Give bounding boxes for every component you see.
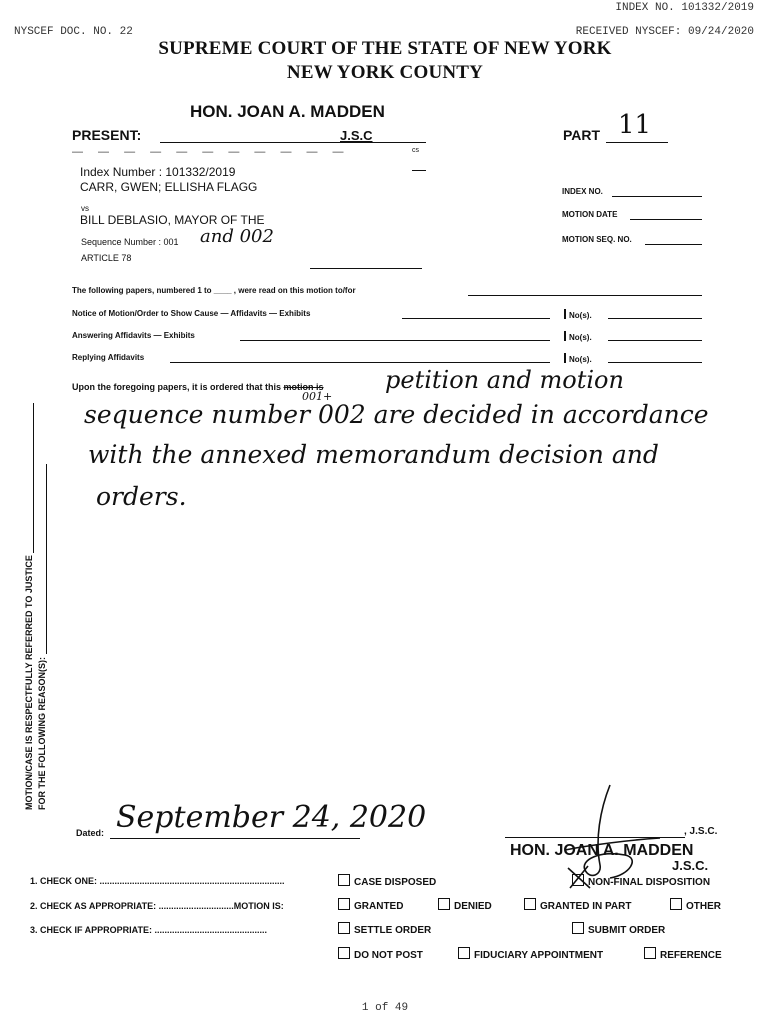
- granted-checkbox[interactable]: [338, 898, 350, 910]
- dated-label: Dated:: [76, 828, 105, 838]
- replying-nos: No(s).: [564, 353, 592, 364]
- side-referral-text: MOTION/CASE IS RESPECTFULLY REFERRED TO JUSTICE: [24, 403, 34, 810]
- page-number: 1 of 49: [361, 1002, 409, 1014]
- submit-order-option[interactable]: SUBMIT ORDER: [572, 922, 665, 936]
- granted-in-part-checkbox[interactable]: [524, 898, 536, 910]
- court-title: SUPREME COURT OF THE STATE OF NEW YORK: [158, 38, 612, 59]
- answering-line: [240, 340, 550, 341]
- answering-nos: No(s).: [564, 331, 592, 342]
- present-label: PRESENT:: [72, 127, 142, 143]
- court-county: NEW YORK COUNTY: [286, 62, 484, 83]
- dash-mark: [412, 170, 426, 171]
- petitioner: CARR, GWEN; ELLISHA FLAGG: [80, 180, 258, 194]
- index-no-field-label: INDEX NO.: [562, 187, 603, 196]
- index-number: Index Number : 101332/2019: [80, 165, 236, 179]
- notice-nos-line: [608, 318, 702, 319]
- dash-rule: — — — — — — — — — — —: [72, 146, 350, 158]
- motion-seq-line: [645, 244, 702, 245]
- notice-nos: No(s).: [564, 309, 592, 320]
- denied-checkbox[interactable]: [438, 898, 450, 910]
- check-appropriate-label: 2. CHECK AS APPROPRIATE: ..............................MOTION IS:: [30, 901, 284, 911]
- side-reason-text: FOR THE FOLLOWING REASON(S):: [37, 464, 47, 810]
- present-line: [160, 142, 426, 143]
- order-struck-text: motion is: [283, 382, 324, 392]
- other-option[interactable]: OTHER: [670, 898, 721, 912]
- granted-option[interactable]: GRANTED: [338, 898, 403, 912]
- replying-line: [170, 362, 550, 363]
- index-no-field-line: [612, 196, 702, 197]
- papers-line: The following papers, numbered 1 to ____ , were read on this motion to/for: [72, 286, 356, 295]
- part-value: 11: [618, 110, 652, 140]
- dated-handwritten: September 24, 2020: [116, 800, 427, 835]
- judge-name: HON. JOAN A. MADDEN: [190, 102, 385, 121]
- denied-option[interactable]: DENIED: [438, 898, 492, 912]
- other-checkbox[interactable]: [670, 898, 682, 910]
- vs-label: vs: [81, 204, 89, 213]
- order-hand-line-1: petition and motion: [385, 366, 624, 394]
- judge-stamp-jsc: J.S.C.: [672, 858, 709, 873]
- order-hand-line-2: sequence number 002 are decided in accordance: [84, 400, 709, 429]
- fiduciary-checkbox[interactable]: [458, 947, 470, 959]
- do-not-post-checkbox[interactable]: [338, 947, 350, 959]
- order-hand-line-3: with the annexed memorandum decision and: [88, 440, 659, 469]
- replying-nos-line: [608, 362, 702, 363]
- notice-label: Notice of Motion/Order to Show Cause — Affidavits — Exhibits: [72, 309, 311, 318]
- answering-label: Answering Affidavits — Exhibits: [72, 331, 195, 340]
- motion-date-line: [630, 219, 702, 220]
- part-line: [606, 142, 668, 143]
- motion-date-label: MOTION DATE: [562, 210, 618, 219]
- case-disposed-checkbox[interactable]: [338, 874, 350, 886]
- dated-line: [110, 838, 360, 839]
- case-disposed-option[interactable]: CASE DISPOSED: [338, 874, 436, 888]
- sequence-handwritten: and 002: [200, 226, 274, 247]
- settle-order-option[interactable]: SETTLE ORDER: [338, 922, 431, 936]
- non-final-check-mark: [566, 864, 592, 890]
- jsc-abbrev: cs: [412, 147, 419, 154]
- nyscef-doc-number: NYSCEF DOC. NO. 22: [14, 26, 133, 38]
- notice-line: [402, 318, 550, 319]
- case-separator-line: [310, 268, 422, 269]
- order-hand-superscript: 001+: [302, 390, 333, 403]
- received-date: RECEIVED NYSCEF: 09/24/2020: [575, 26, 754, 38]
- article-label: ARTICLE 78: [81, 253, 132, 263]
- granted-in-part-option[interactable]: GRANTED IN PART: [524, 898, 631, 912]
- reference-option[interactable]: REFERENCE: [644, 947, 722, 961]
- respondent: BILL DEBLASIO, MAYOR OF THE: [80, 213, 265, 227]
- submit-order-checkbox[interactable]: [572, 922, 584, 934]
- reference-checkbox[interactable]: [644, 947, 656, 959]
- replying-label: Replying Affidavits: [72, 353, 145, 362]
- non-final-option[interactable]: NON-FINAL DISPOSITION: [572, 874, 710, 888]
- order-printed-text: Upon the foregoing papers, it is ordered that this motion is: [72, 382, 324, 392]
- do-not-post-option[interactable]: DO NOT POST: [338, 947, 423, 961]
- part-label: PART: [563, 127, 601, 143]
- check-one-label: 1. CHECK ONE: ..........................................................................: [30, 876, 285, 886]
- papers-motion-line: [468, 295, 702, 296]
- order-hand-line-4: orders.: [96, 482, 187, 511]
- judge-stamp: HON. JOAN A. MADDEN: [510, 842, 694, 859]
- index-number-header: INDEX NO. 101332/2019: [615, 2, 754, 14]
- jsc-label: J.S.C: [340, 128, 373, 143]
- fiduciary-option[interactable]: FIDUCIARY APPOINTMENT: [458, 947, 603, 961]
- settle-order-checkbox[interactable]: [338, 922, 350, 934]
- signature-line: [505, 837, 685, 838]
- check-if-label: 3. CHECK IF APPROPRIATE: .............................................: [30, 925, 268, 935]
- answering-nos-line: [608, 340, 702, 341]
- motion-seq-label: MOTION SEQ. NO.: [562, 235, 632, 244]
- sequence-number: Sequence Number : 001: [81, 237, 179, 247]
- jsc-suffix: , J.S.C.: [684, 826, 718, 837]
